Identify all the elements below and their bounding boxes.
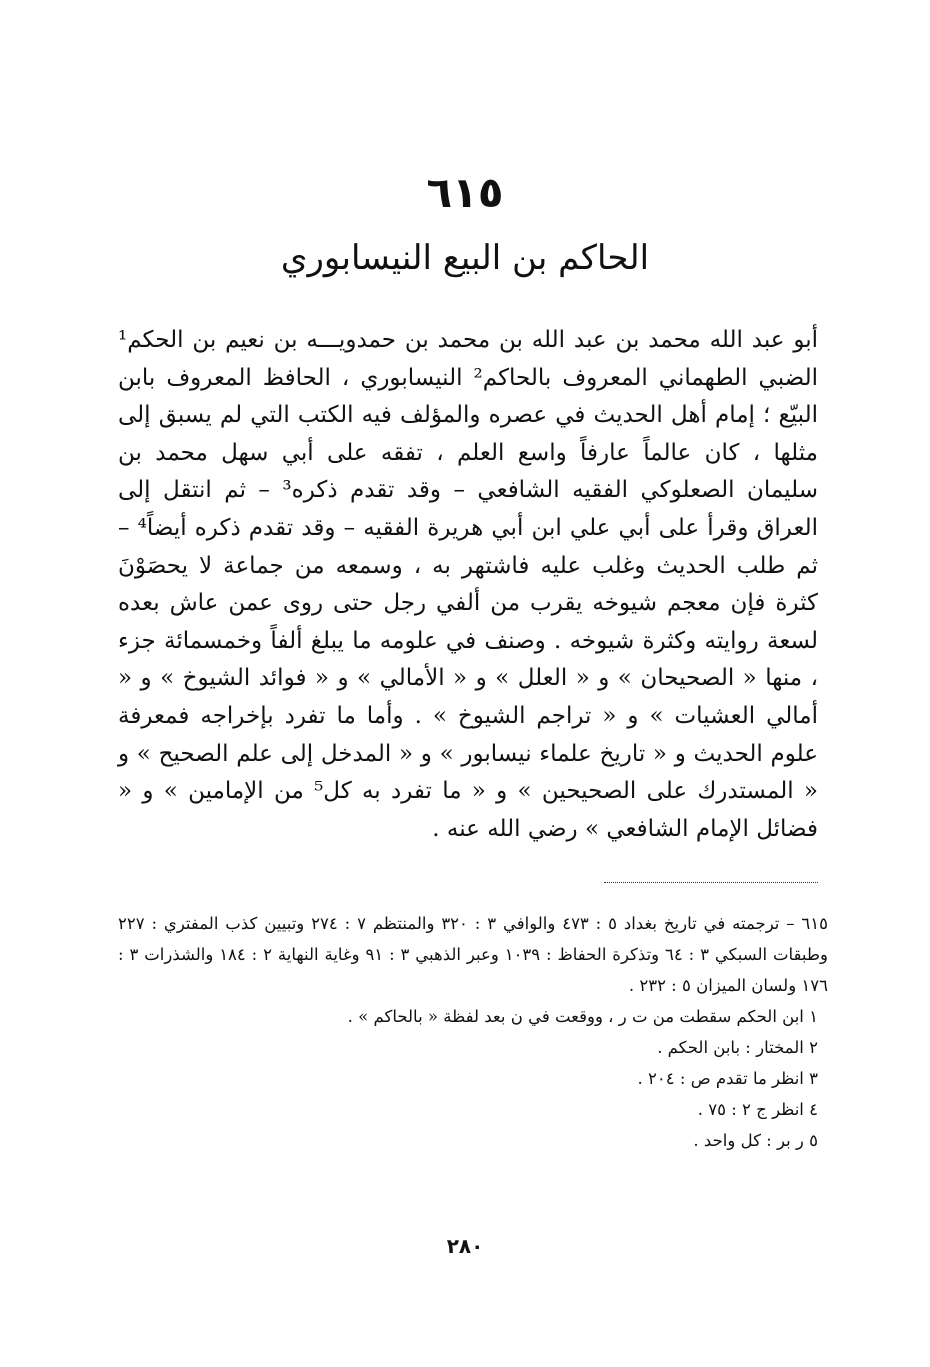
footnote-item: ١ ابن الحكم سقطت من ت ر ، ووقعت في ن بعد لفظة « بالحاكم » . xyxy=(347,1007,818,1026)
footnote-item: ٤ انظر ج ٢ : ٧٥ . xyxy=(697,1100,818,1119)
biography-text: أبو عبد الله محمد بن عبد الله بن محمد بن حمدويـــه بن نعيم بن الحكم¹ الضبي الطهماني المعروف بالحاكم² النيسابوري ، الحافظ المعروف بابن البيّع ؛ إمام أهل الحديث في عصره والمؤلف فيه الكتب التي لم يسبق إلى مثلها ، كان عالماً عارفاً واسع العلم ، تفقه على أبي سهل محمد بن سليمان الصعلوكي الفقيه الشافعي – وقد تقدم ذكره³ – ثم انتقل إلى العراق وقرأ على أبي علي ابن أبي هريرة الفقيه – وقد تقدم ذكره أيضاً⁴ – ثم طلب الحديث وغلب عليه فاشتهر به ، وسمعه من جماعة لا يحصَوْنَ كثرة فإن معجم شيوخه يقرب من ألفي رجل حتى روى عمن عاش بعده لسعة روايته وكثرة شيوخه . وصنف في علومه ما يبلغ ألفاً وخمسمائة جزء ، منها « الصحيحان » و « العلل » و « الأمالي » و « فوائد الشيوخ » و « أمالي العشيات » و « تراجم الشيوخ » . وأما ما تفرد بإخراجه فمعرفة علوم الحديث و « تاريخ علماء نيسابور » و « المدخل إلى علم الصحيح » و « المستدرك على الصحيحين » و « ما تفرد به كل⁵ من الإمامين » و « فضائل الإمام الشافعي » رضي الله عنه . xyxy=(118,327,818,842)
footnote-item: ٢ المختار : بابن الحكم . xyxy=(657,1038,818,1057)
footnotes xyxy=(118,908,828,1156)
entry-number: ٦١٥ xyxy=(426,168,504,217)
footnote-sources: ٦١٥ – ترجمته في تاريخ بغداد ٥ : ٤٧٣ والوافي ٣ : ٣٢٠ والمنتظم ٧ : ٢٧٤ وتبيين كذب المفتري : ٢٢٧ وطبقات السبكي ٣ : ٦٤ وتذكرة الحفاظ : ١٠٣٩ وعبر الذهبي ٣ : ٩١ وغاية النهاية ٢ : ١٨٤ والشذرات ٣ : ١٧٦ ولسان الميزان ٥ : ٢٣٢ . xyxy=(118,914,828,995)
entry-title: الحاكم بن البيع النيسابوري xyxy=(280,238,650,278)
footnote-item: ٣ انظر ما تقدم ص : ٢٠٤ . xyxy=(637,1069,818,1088)
footnote-item: ٥ ر بر : كل واحد . xyxy=(693,1131,818,1150)
footnote-divider xyxy=(604,882,818,883)
page-number: ٢٨٠ xyxy=(446,1234,484,1258)
